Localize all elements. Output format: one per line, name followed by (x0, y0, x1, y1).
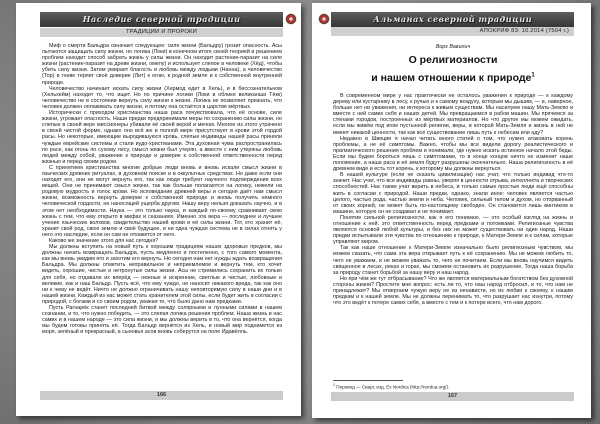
emblem-icon (286, 14, 296, 24)
footnote-reference: 1 (531, 72, 535, 79)
paragraph: Но при чём же тут отбрасывание? Что же является материальным богатством без духовной стороны жизни? Простите мне вопрос: есть ли то, что наш народ отбросил, и то, что нам не принадлежит? Мы отвергаем чужую веру не из ненависти, но из любви к своему, к нашим предкам и к нашей земле. Мы не должны перенимать то, что разрушает нас изнутри, потому что это ведёт к потере самих себя, а вместе с тем и к потере всего, что нам дорого. (333, 275, 573, 307)
footnote-divider (333, 380, 403, 381)
emblem-icon (319, 14, 329, 24)
article-title-line2 (333, 72, 573, 84)
paragraph: Недавно в Швеции я начал читать много статей о том, что нужно атаковать корень проблемы, а не её симптомы. Важно, чтобы мы все видели дорогу реалистического и прагматического решения проблем и понимали, где нужно искать истинное начало этой беды. Если мы будем бороться лишь с симптомами, то в конце концов ничто не изменит наше положение, а наша раса и её земля будут разрушены окончательно. Наша религиозность в её древнем виде и есть тот корень, к которому мы должны вернуться. (333, 135, 573, 173)
paragraph: Исторически с приходом христианства наша раса почувствовала, что её основе, силе жизни, угрожает опасность. Наши предки предпринимали меры по сохранению силы жизни, но слепые в своей вере миссионеры убивали её своей верой и мечом. Многое из этого утрачено в своей чистой форме, однако оно всё же в полной мере присутствует в крови этой гордой расы. Но некоторые, имеющие выродившуюся кровь, слепые индивиды нашей расы приняли чуждые еврейские системы и стали иудо-христианами. Эта духовная чума распространилась по расе, как огонь по сухому лесу, смысл жизни был утерян, а вместе с ним утеряны любовь людей между собой, уважение к природе и доверие к собственной ответственности перед жизнью и перед своим родом. (42, 110, 282, 165)
text-column (42, 43, 282, 385)
paragraph: Человечество начинает искать силу жизни (Хермод едет в Хель), и в бессознательном (Хельхейм) находит то, что ищет. Но по причине логики (Локи в облике великанши Тёкк) человечество не в состоянии вернуть силу жизни к жизни. Логика не позволяет признать, что человек должен оплакивать силу жизни, и потому она остаётся в царстве мёртвых. (42, 85, 282, 110)
paragraph: Мы должны вступить на новый путь к хорошим традициям наших здоровых предков, мы должны начать возвращать Бальдра, пусть медленно и постепенно, с того самого момента, как мы вновь увидим его и захотим его вернуть. Но сегодня нам нет нужды ждать возвращения Бальдра. Мы должны отметить неправильное и неприемлемое и вернуть тем, кто хочет видеть, хорошие, чистые и нетронутые силы жизни. Асы не стремились сохранить их только для себя, но отдавали их вперёд — нежные и искренние, светлые и чистые, любовные и великие, как и наш Бальдр. Пусть всё, что ему чуждо, не наносит никакого вреда, так как оно ни к чему не ведёт. Ничто не должно ограничивать нашу неповторимую силу в наши дни и в нашей жизни. Каждый из нас может стать хранителем этой силы, если будет жить в согласии с природой, с богами и со своим родом, уважая то, что было дано нам предками. (42, 244, 282, 305)
section-title: ТРАДИЦИИ И ПРОРОКИ (40, 28, 283, 37)
left-page (16, 3, 301, 416)
article-author: Ворг Вавилич (435, 44, 471, 50)
running-head: Наследие северной традиции (40, 12, 283, 27)
page-number: 167 (331, 392, 574, 401)
running-head: Альманах северной традиции (331, 12, 574, 27)
footnote-text: Перевод — Сварг, изд. Ex Nordica (http://nordua.org/). (336, 384, 450, 390)
text-column (333, 93, 573, 377)
paragraph: Миф о смерти Бальдра означает следующее: силе жизни (Бальдру) грозит опасность. Асы пытаются защищать силу жизни, но логика (Локи) в конечном итоге своей теорией и решением проблем находит способ забрать жизнь у силы жизни. Он находит растение-паразит на силе жизни (растение-паразит на древе жизни, омелу) и использует слепое в человеке (Хёд), чтобы убить силу жизни. Затем умирает благость и любовь между людьми (Нанна), а человечество (Тор) в гневе теряет своё доверие (Лит) к огню, к родной земле и к собственной внутренней природе. (42, 43, 282, 86)
footnote-mark: 1 (333, 383, 335, 387)
title-text: и нашем отношении к природе (371, 72, 532, 84)
paragraph: Пусть Рагнарёк станет последней битвой между солярными и лунными силами в нашем сознании, и то, что нужно победить, — это слепая логика решения проблем. Наша жизнь в нас самих и в нашем народе — это сила жизни, и мы должны верить в то, что она вернётся, когда мы будем готовы принять её. Тогда Бальдр вернётся из Хель, и новый мир поднимется из моря, зелёный и прекрасный, а сыновья асов вновь соберутся на поле Идавёлль. (42, 305, 282, 336)
issue-band (331, 27, 574, 36)
paragraph: Каково же значение этого для нас сегодня? (49, 238, 159, 244)
page-number: 166 (40, 391, 283, 400)
paragraph: В нашей культуре (если не сказать цивилизации) нас учат, что только индивид что-то значит. Нас учат, что все индивиды равны, уверяя в ценности отрыва, интеллекта и творческих способностей. Нас также учат верить в небеса, и только самые простые люди ещё способны жить в согласии с природой. Наши предки, однако, знали иное: человек является частью целого, частью рода, частью земли и неба. Человек, сильный телом и духом, но оторванный от своих корней, не может быть по-настоящему свободен. Он становится лишь винтиком в машине, которую он не создавал и не понимает. (333, 172, 573, 215)
paragraph: Так как наше отношение к Матери-Земле изначально было религиозным чувством, мы можем сказать, что сама эта вера открывает путь к её сохранению. Мы не можем любить то, чего не уважаем, и не можем уважать то, чего не почитаем. Если мы вновь научимся видеть священное в лесах, реках и горах, мы сможем остановить их разрушение. Тогда наша борьба за природу станет борьбой за нашу веру и наш народ. (333, 245, 573, 276)
right-page (312, 3, 591, 418)
paragraph: Понятие сильной религиозности, как я его понимаю, — это особый взгляд на жизнь и отношение к ней, это ответственность перед предками и потомками. Религиозные чувства являются основой любой культуры, и без них не может существовать ни один народ. Наши предки испытывали эти чувства по отношению к природе, к Матери-Земле и к силам, которые управляют миром. (333, 214, 573, 246)
footnote (333, 383, 573, 390)
article-title-line1: О религиозности (408, 54, 498, 66)
paragraph: С принятием христианства многие добрые люди вновь и вновь искали смысл жизни в языческих древних ритуалах, в духовном поиске и в оккультных средствах. Но даже если они находят его, они не могут вернуть его, так как люди требуют научного подтверждения всех вещей. Они не принимают смысл жизни, так как больше полагаются на логику, нежели на родовую мудрость и голос крови. Но исповедание древней веры и сегодня даёт нам смысл жизни, возможность вернуть доверие к собственной природе и вновь получить немного человеческой гордости, не наносящей ущерба другим. Нашу веру нельзя доказать научно, и в этом нет необходимости. Наука — это только наука, и каждый по-своему сравнивает свою жизнь с тем, что ему открыто в мифах и сказаниях. Именно эта вера — последнее и лучшее учение языческих волхвов, свидетельство нашей крови и её силы жизни. Тот, кто хранит её, хранит свой род, свою землю и своё будущее, и ни одна чуждая система не в силах отнять у него это наследие, если он сам не откажется от него. (42, 164, 282, 238)
issue-label: АПОКРИФ 83: 10.2014 (7504 г.) (479, 28, 569, 34)
paragraph: В современном мире у нас практически не осталось уважения к природе — к каждому дереву или кустарнику в лесу, к ручью и к самому воздуху, которым мы дышим, — и, наверное, больше нет ни уважения, ни интереса к живым существам. Мы насилуем нашу Мать-Землю и вместе с ней самих себя и наших детей. Мы превращаемся в рабов машин. Мы прячемся за стенами городов, построенных из мёртвых материалов. Но что другое мы можем ожидать, если мы живём под игом пустынной религии, веры, в которой Мать-Земля и жизнь в ней не имеют никакой ценности, так как всё существование лишь путь к небесам или аду? (333, 93, 573, 136)
